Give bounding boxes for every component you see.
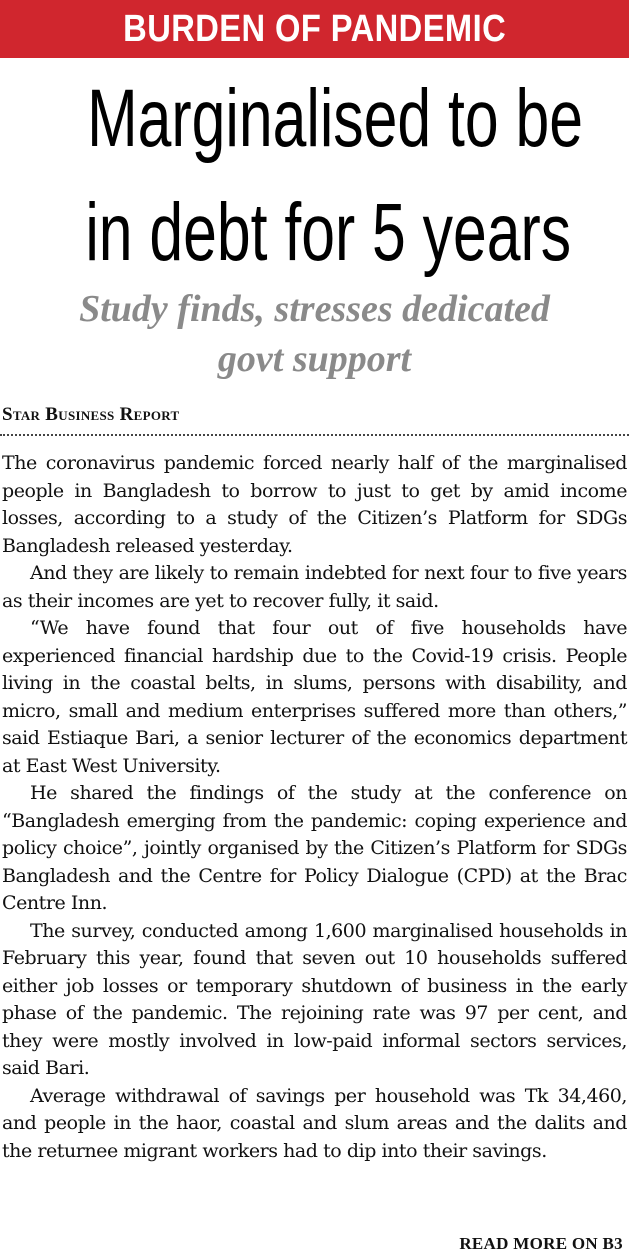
article-body <box>2 450 627 1165</box>
byline: Star Business Report <box>2 404 180 425</box>
dotted-divider <box>0 434 629 436</box>
banner-label: BURDEN OF PANDEMIC <box>123 7 506 50</box>
section-banner <box>0 0 629 58</box>
paragraph: Average withdrawal of savings per household was Tk 34,460, and people in the haor, coastal and slum areas and the dalits and the returnee migrant workers had to dip into their savings. <box>2 1084 627 1162</box>
paragraph: The coronavirus pandemic forced nearly half of the marginalised people in Bangladesh to borrow to just to get by amid income losses, according to a study of the Citizen’s Platform for SDGs Bangladesh released yesterday. <box>2 452 627 557</box>
paragraph: “We have found that four out of five households have experienced financial hardship due to the Covid-19 crisis. People living in the coastal belts, in slums, persons with disability, and micro, small and medium enterprises suffered more than others,” said Estiaque Bari, a senior lecturer of the economics department at East West University. <box>2 617 627 777</box>
subheadline-line-2: govt support <box>217 338 412 380</box>
subheadline-line-1: Study finds, stresses dedicated <box>79 288 550 330</box>
paragraph: He shared the findings of the study at the conference on “Bangladesh emerging from the pandemic: coping experience and policy choice”, jointly organised by the Citizen’s Platform for SDGs Bangladesh and the Centre for Policy Dialogue (CPD) at the Brac Centre Inn. <box>2 782 627 914</box>
headline-line-2: in debt for 5 years <box>85 187 572 278</box>
paragraph: The survey, conducted among 1,600 marginalised households in February this year, found that seven out 10 households suffered either job losses or temporary shutdown of business in the early phase of the pandemic. The rejoining rate was 97 per cent, and they were mostly involved in low-paid informal sectors services, said Bari. <box>2 919 627 1079</box>
read-more-link[interactable]: READ MORE ON B3 <box>459 1234 623 1253</box>
paragraph: And they are likely to remain indebted for next four to five years as their incomes are yet to recover fully, it said. <box>2 562 627 612</box>
headline-line-1: Marginalised to be <box>87 73 583 164</box>
